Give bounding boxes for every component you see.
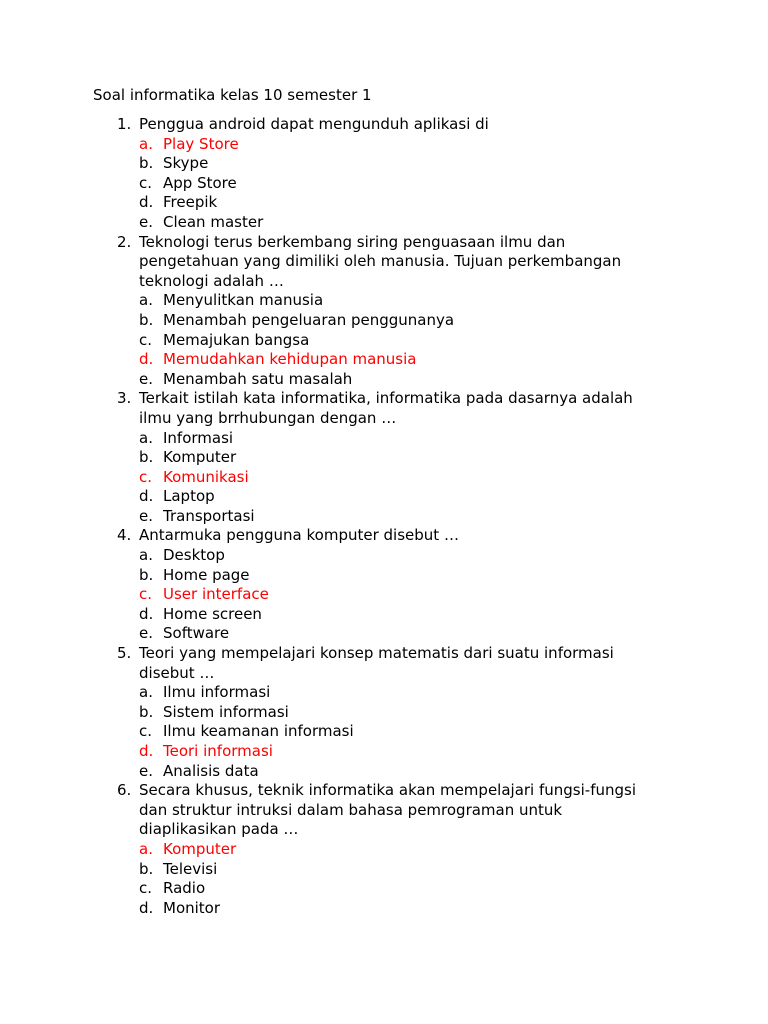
option-a bbox=[0, 683, 768, 703]
question-text bbox=[139, 781, 659, 840]
option-letter: a. bbox=[139, 134, 153, 153]
option-letter: d. bbox=[139, 604, 154, 623]
option-e bbox=[0, 762, 768, 782]
option-a bbox=[0, 840, 768, 860]
option-c bbox=[0, 174, 768, 194]
question-line: Terkait istilah kata informatika, informatika pada dasarnya adalah bbox=[139, 389, 633, 408]
option-text: Radio bbox=[163, 879, 206, 898]
option-letter: b. bbox=[139, 310, 154, 329]
option-text: User interface bbox=[163, 585, 269, 604]
option-text: Teori informasi bbox=[163, 742, 273, 760]
question-4 bbox=[0, 526, 768, 644]
question-line: Teori yang mempelajari konsep matematis dari suatu informasi bbox=[139, 644, 614, 663]
option-text: Monitor bbox=[163, 898, 221, 917]
option-text: Televisi bbox=[163, 859, 218, 878]
option-text: Komputer bbox=[163, 839, 237, 858]
option-a bbox=[0, 291, 768, 311]
option-text: Sistem informasi bbox=[163, 702, 289, 721]
option-text: Skype bbox=[163, 154, 209, 173]
option-e bbox=[0, 370, 768, 390]
question-line: Antarmuka pengguna komputer disebut … bbox=[139, 526, 459, 545]
option-b bbox=[0, 448, 768, 468]
option-c bbox=[0, 468, 768, 488]
option-letter: c. bbox=[139, 173, 153, 192]
question-text bbox=[139, 389, 659, 428]
question-line: dan struktur intruksi dalam bahasa pemrograman untuk bbox=[139, 800, 563, 819]
option-text: Clean master bbox=[163, 212, 264, 231]
option-a bbox=[0, 546, 768, 566]
question-line: teknologi adalah … bbox=[139, 271, 284, 290]
option-b bbox=[0, 860, 768, 880]
question-line: ilmu yang brrhubungan dengan … bbox=[139, 408, 397, 427]
option-letter: a. bbox=[139, 546, 153, 565]
option-letter: e. bbox=[139, 369, 153, 388]
option-letter: c. bbox=[139, 879, 153, 898]
option-c bbox=[0, 585, 768, 605]
option-text: Memajukan bangsa bbox=[163, 330, 310, 349]
option-text: Komputer bbox=[163, 448, 237, 467]
option-text: Home screen bbox=[163, 604, 262, 623]
option-letter: d. bbox=[139, 742, 154, 760]
option-text: Menambah pengeluaran penggunanya bbox=[163, 310, 455, 329]
question-list bbox=[0, 115, 768, 918]
question-number: 6. bbox=[117, 781, 132, 800]
option-text: Home page bbox=[163, 565, 250, 584]
option-d bbox=[0, 605, 768, 625]
question-text bbox=[139, 526, 659, 546]
option-e bbox=[0, 624, 768, 644]
question-line: Teknologi terus berkembang siring penguasaan ilmu dan bbox=[139, 232, 566, 251]
question-line: Penggua android dapat mengunduh aplikasi di bbox=[139, 115, 489, 133]
question-number: 5. bbox=[117, 644, 132, 663]
option-text: Analisis data bbox=[163, 761, 259, 780]
option-letter: a. bbox=[139, 683, 153, 702]
option-text: Freepik bbox=[163, 193, 218, 212]
option-d bbox=[0, 742, 768, 762]
option-text: Menyulitkan manusia bbox=[163, 291, 324, 310]
option-letter: a. bbox=[139, 839, 153, 858]
option-text: Transportasi bbox=[163, 506, 255, 525]
option-b bbox=[0, 311, 768, 331]
option-text: App Store bbox=[163, 173, 237, 192]
document-title: Soal informatika kelas 10 semester 1 bbox=[93, 86, 372, 104]
option-letter: d. bbox=[139, 193, 154, 212]
option-letter: d. bbox=[139, 898, 154, 917]
option-d bbox=[0, 487, 768, 507]
option-c bbox=[0, 879, 768, 899]
question-5 bbox=[0, 644, 768, 781]
option-c bbox=[0, 722, 768, 742]
option-d bbox=[0, 899, 768, 919]
option-text: Ilmu keamanan informasi bbox=[163, 722, 354, 741]
question-line: disebut … bbox=[139, 663, 215, 682]
option-letter: b. bbox=[139, 565, 154, 584]
question-number: 4. bbox=[117, 526, 132, 545]
option-letter: c. bbox=[139, 467, 153, 486]
option-text: Menambah satu masalah bbox=[163, 369, 353, 388]
question-line: Secara khusus, teknik informatika akan mempelajari fungsi-fungsi bbox=[139, 781, 636, 800]
option-letter: a. bbox=[139, 291, 153, 310]
option-letter: b. bbox=[139, 154, 154, 173]
option-letter: c. bbox=[139, 722, 153, 741]
option-letter: b. bbox=[139, 702, 154, 721]
option-e bbox=[0, 213, 768, 233]
option-letter: e. bbox=[139, 761, 153, 780]
question-2 bbox=[0, 233, 768, 390]
option-text: Desktop bbox=[163, 546, 225, 565]
option-letter: c. bbox=[139, 330, 153, 349]
question-3 bbox=[0, 389, 768, 526]
option-c bbox=[0, 331, 768, 351]
question-number: 1. bbox=[117, 115, 132, 133]
question-number: 2. bbox=[117, 232, 132, 251]
question-text bbox=[139, 233, 659, 292]
question-text bbox=[139, 115, 659, 135]
option-text: Informasi bbox=[163, 428, 234, 447]
option-d bbox=[0, 350, 768, 370]
option-text: Ilmu informasi bbox=[163, 683, 271, 702]
option-d bbox=[0, 193, 768, 213]
question-text bbox=[139, 644, 659, 683]
option-letter: c. bbox=[139, 585, 153, 604]
option-text: Play Store bbox=[163, 134, 239, 153]
option-letter: b. bbox=[139, 859, 154, 878]
option-letter: a. bbox=[139, 428, 153, 447]
option-letter: e. bbox=[139, 212, 153, 231]
option-letter: e. bbox=[139, 506, 153, 525]
option-e bbox=[0, 507, 768, 527]
option-letter: b. bbox=[139, 448, 154, 467]
option-b bbox=[0, 566, 768, 586]
option-letter: d. bbox=[139, 487, 154, 506]
question-number: 3. bbox=[117, 389, 132, 408]
option-b bbox=[0, 703, 768, 723]
question-1 bbox=[0, 115, 768, 233]
option-b bbox=[0, 154, 768, 174]
option-text: Memudahkan kehidupan manusia bbox=[163, 350, 417, 369]
option-text: Laptop bbox=[163, 487, 215, 506]
option-letter: d. bbox=[139, 350, 154, 369]
question-6 bbox=[0, 781, 768, 918]
option-text: Komunikasi bbox=[163, 467, 249, 486]
question-line: pengetahuan yang dimiliki oleh manusia. Tujuan perkembangan bbox=[139, 252, 622, 271]
option-a bbox=[0, 135, 768, 155]
option-a bbox=[0, 429, 768, 449]
option-text: Software bbox=[163, 624, 230, 643]
option-letter: e. bbox=[139, 624, 153, 643]
question-line: diaplikasikan pada … bbox=[139, 820, 299, 839]
